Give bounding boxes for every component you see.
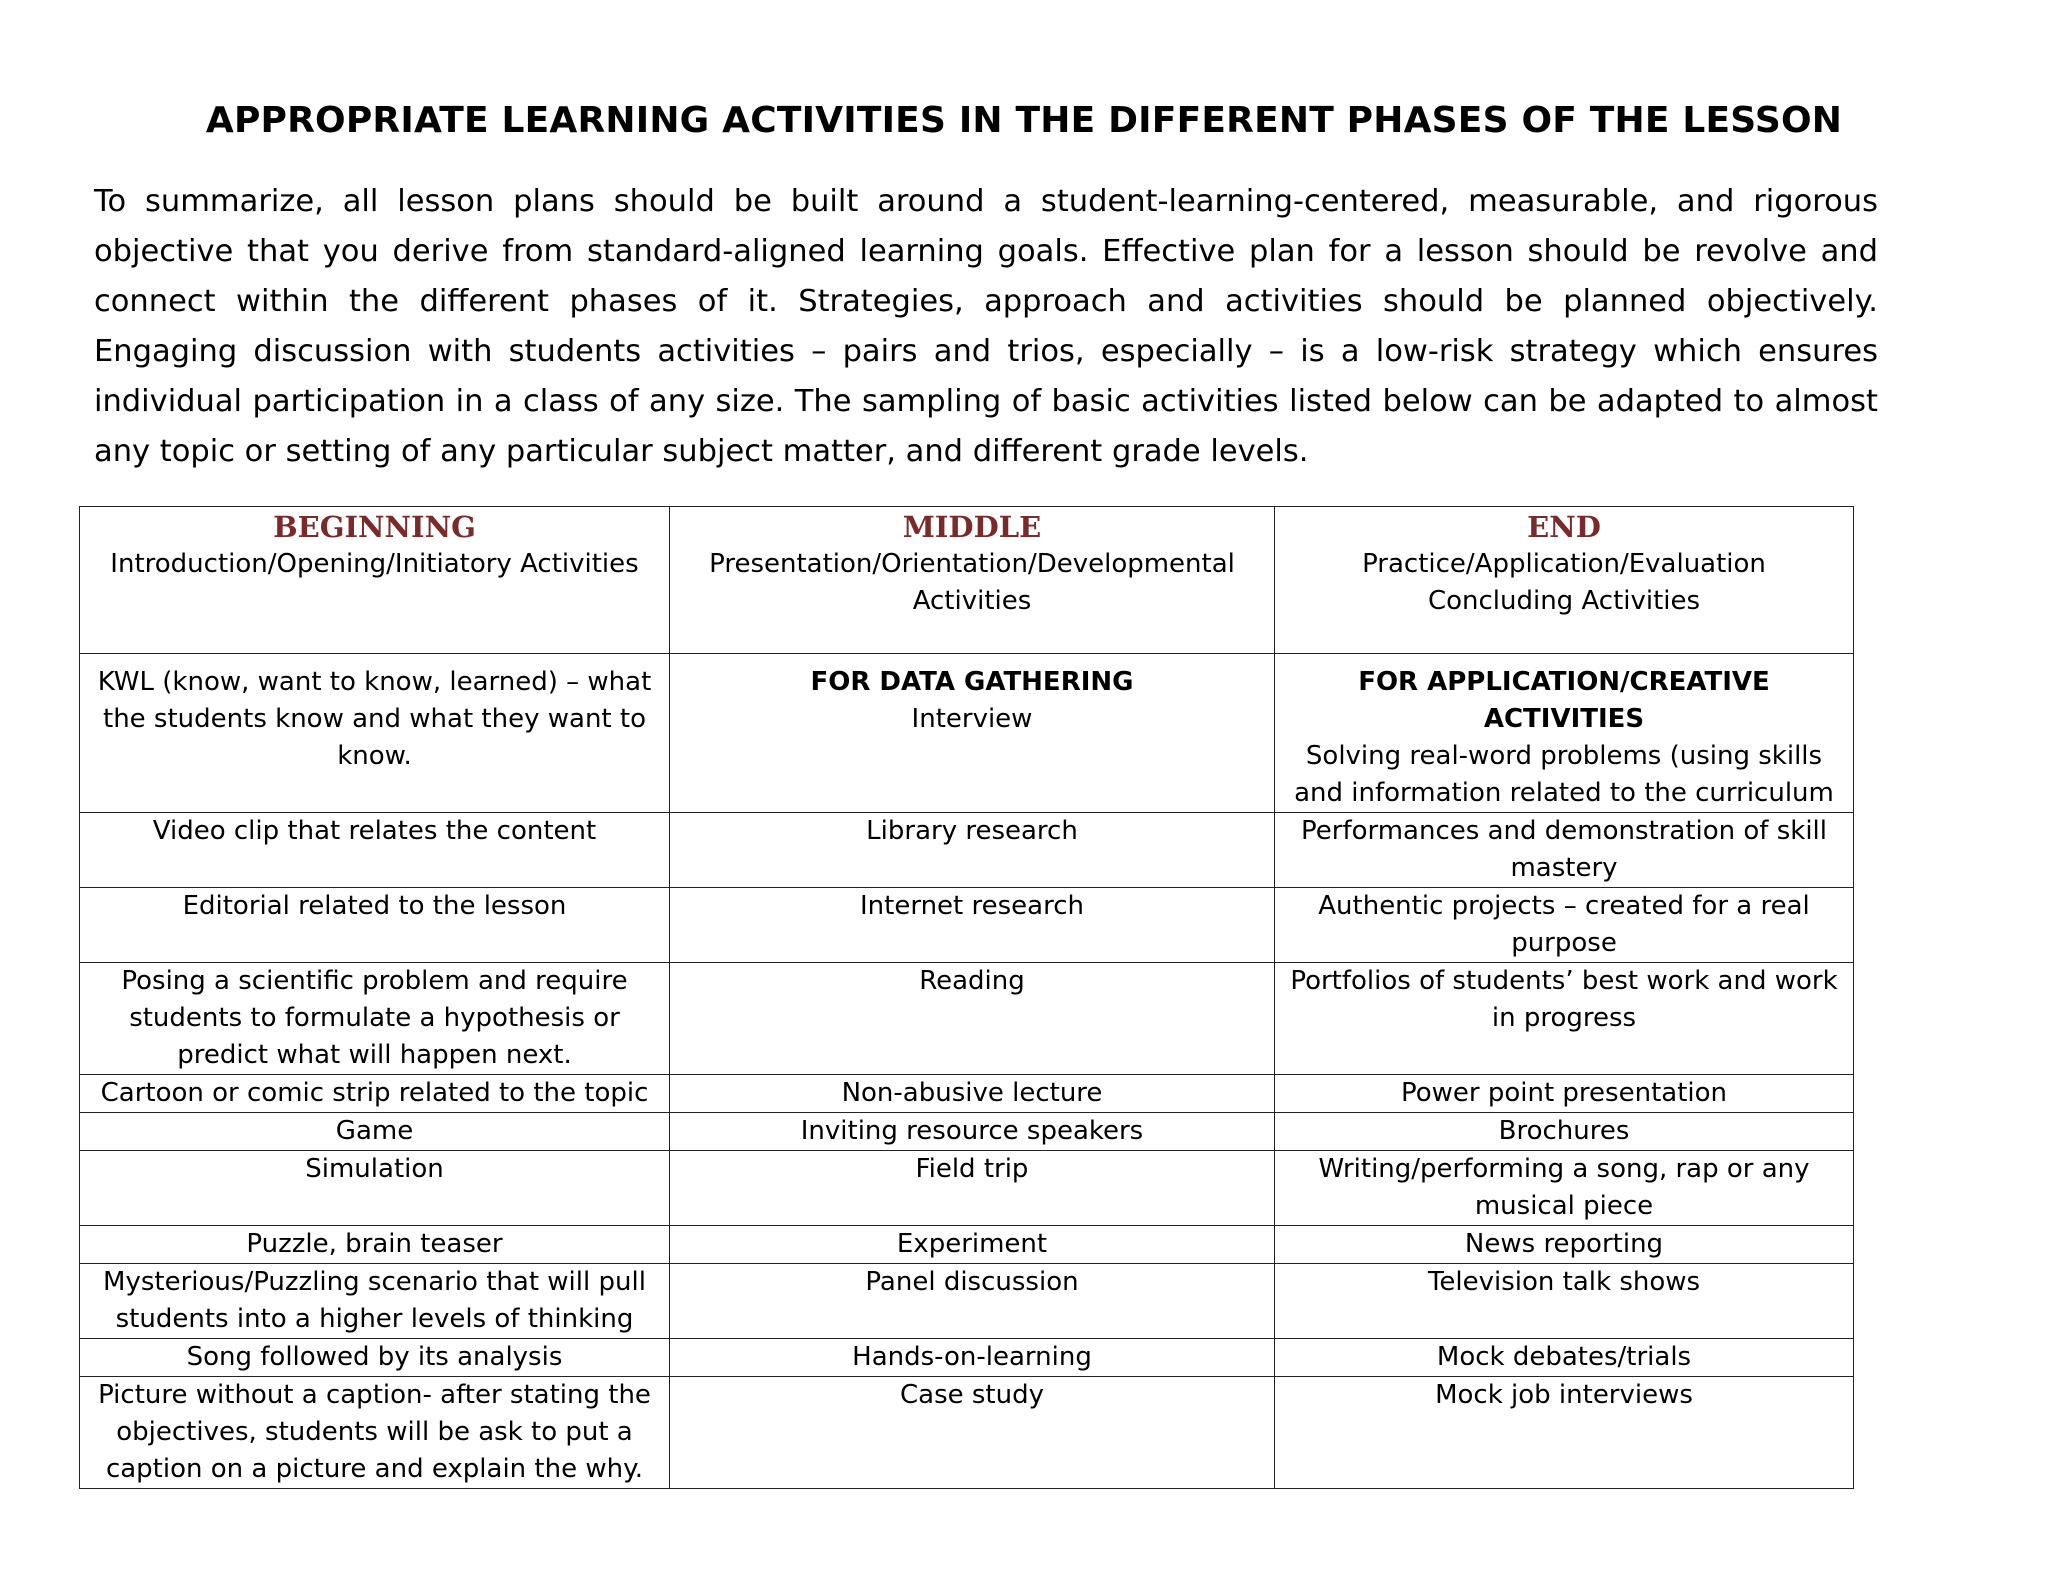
table-cell-end: Television talk shows <box>1275 1264 1854 1339</box>
cell-text: Solving real-word problems (using skills and information related to the curriculum <box>1294 741 1834 808</box>
cell-text: Interview <box>911 704 1033 734</box>
phase-heading-beginning: BEGINNING <box>273 510 476 544</box>
application-creative-heading: FOR APPLICATION/CREATIVE ACTIVITIES <box>1358 667 1770 734</box>
table-row <box>80 1264 1854 1339</box>
table-cell-middle: Internet research <box>670 888 1275 963</box>
table-cell-end: News reporting <box>1275 1226 1854 1264</box>
table-cell-middle: Panel discussion <box>670 1264 1275 1339</box>
table-cell-beginning: Video clip that relates the content <box>80 813 670 888</box>
table-cell-middle: Reading <box>670 963 1275 1075</box>
table-cell-end: Mock job interviews <box>1275 1377 1854 1489</box>
table-cell-middle <box>670 654 1275 813</box>
table-row <box>80 1339 1854 1377</box>
phase-heading-end: END <box>1527 510 1601 544</box>
table-cell-beginning: Cartoon or comic strip related to the topic <box>80 1075 670 1113</box>
phase-subheading-beginning: Introduction/Opening/Initiatory Activities <box>110 549 639 579</box>
table-cell-beginning: Game <box>80 1113 670 1151</box>
table-cell-middle: Experiment <box>670 1226 1275 1264</box>
table-row <box>80 1377 1854 1489</box>
table-cell-beginning: Editorial related to the lesson <box>80 888 670 963</box>
table-cell-end: Power point presentation <box>1275 1075 1854 1113</box>
learning-activities-table <box>79 506 1854 1489</box>
table-row <box>80 1075 1854 1113</box>
header-beginning <box>80 507 670 654</box>
table-cell-beginning: Picture without a caption- after stating the objectives, students will be ask to put a caption on a picture and explain the why. <box>80 1377 670 1489</box>
phase-subheading-middle: Presentation/Orientation/Developmental Activities <box>709 549 1235 616</box>
table-cell-end: Brochures <box>1275 1113 1854 1151</box>
page-title: APPROPRIATE LEARNING ACTIVITIES IN THE DIFFERENT PHASES OF THE LESSON <box>205 100 1843 141</box>
header-end <box>1275 507 1854 654</box>
table-cell-end: Writing/performing a song, rap or any musical piece <box>1275 1151 1854 1226</box>
table-cell-end <box>1275 654 1854 813</box>
header-middle <box>670 507 1275 654</box>
table-row <box>80 1226 1854 1264</box>
table-row <box>80 813 1854 888</box>
table-row <box>80 888 1854 963</box>
table-row <box>80 963 1854 1075</box>
table-row <box>80 654 1854 813</box>
table-cell-beginning: Posing a scientific problem and require students to formulate a hypothesis or predict what will happen next. <box>80 963 670 1075</box>
table-row <box>80 1151 1854 1226</box>
table-cell-beginning <box>80 654 670 813</box>
table-cell-end: Mock debates/trials <box>1275 1339 1854 1377</box>
phase-heading-middle: MIDDLE <box>902 510 1042 544</box>
intro-paragraph: To summarize, all lesson plans should be built around a student-learning-centered, measurable, and rigorous objective that you derive from standard-aligned learning goals. Effective plan for a lesson should be revolve and connect within the different phases of it. Strategies, approach and activities should be planned objectively. Engaging discussion with students activities – pairs and trios, especially – is a low-risk strategy which ensures individual participation in a class of any size. The sampling of basic activities listed below can be adapted to almost any topic or setting of any particular subject matter, and different grade levels. <box>94 184 1878 469</box>
table-cell-end: Portfolios of students’ best work and work in progress <box>1275 963 1854 1075</box>
table-cell-middle: Non-abusive lecture <box>670 1075 1275 1113</box>
table-cell-beginning: Mysterious/Puzzling scenario that will pull students into a higher levels of thinking <box>80 1264 670 1339</box>
table-cell-middle: Library research <box>670 813 1275 888</box>
table-cell-beginning: Song followed by its analysis <box>80 1339 670 1377</box>
table-cell-end: Authentic projects – created for a real purpose <box>1275 888 1854 963</box>
table-cell-middle: Field trip <box>670 1151 1275 1226</box>
table-cell-middle: Inviting resource speakers <box>670 1113 1275 1151</box>
data-gathering-heading: FOR DATA GATHERING <box>810 667 1134 697</box>
table-cell-end: Performances and demonstration of skill mastery <box>1275 813 1854 888</box>
table-row <box>80 1113 1854 1151</box>
cell-text: KWL (know, want to know, learned) – what the students know and what they want to know. <box>97 667 652 771</box>
table-cell-beginning: Puzzle, brain teaser <box>80 1226 670 1264</box>
table-cell-beginning: Simulation <box>80 1151 670 1226</box>
table-cell-middle: Case study <box>670 1377 1275 1489</box>
table-header-row <box>80 507 1854 654</box>
phase-subheading-end: Practice/Application/Evaluation Concluding Activities <box>1362 549 1766 616</box>
table-cell-middle: Hands-on-learning <box>670 1339 1275 1377</box>
